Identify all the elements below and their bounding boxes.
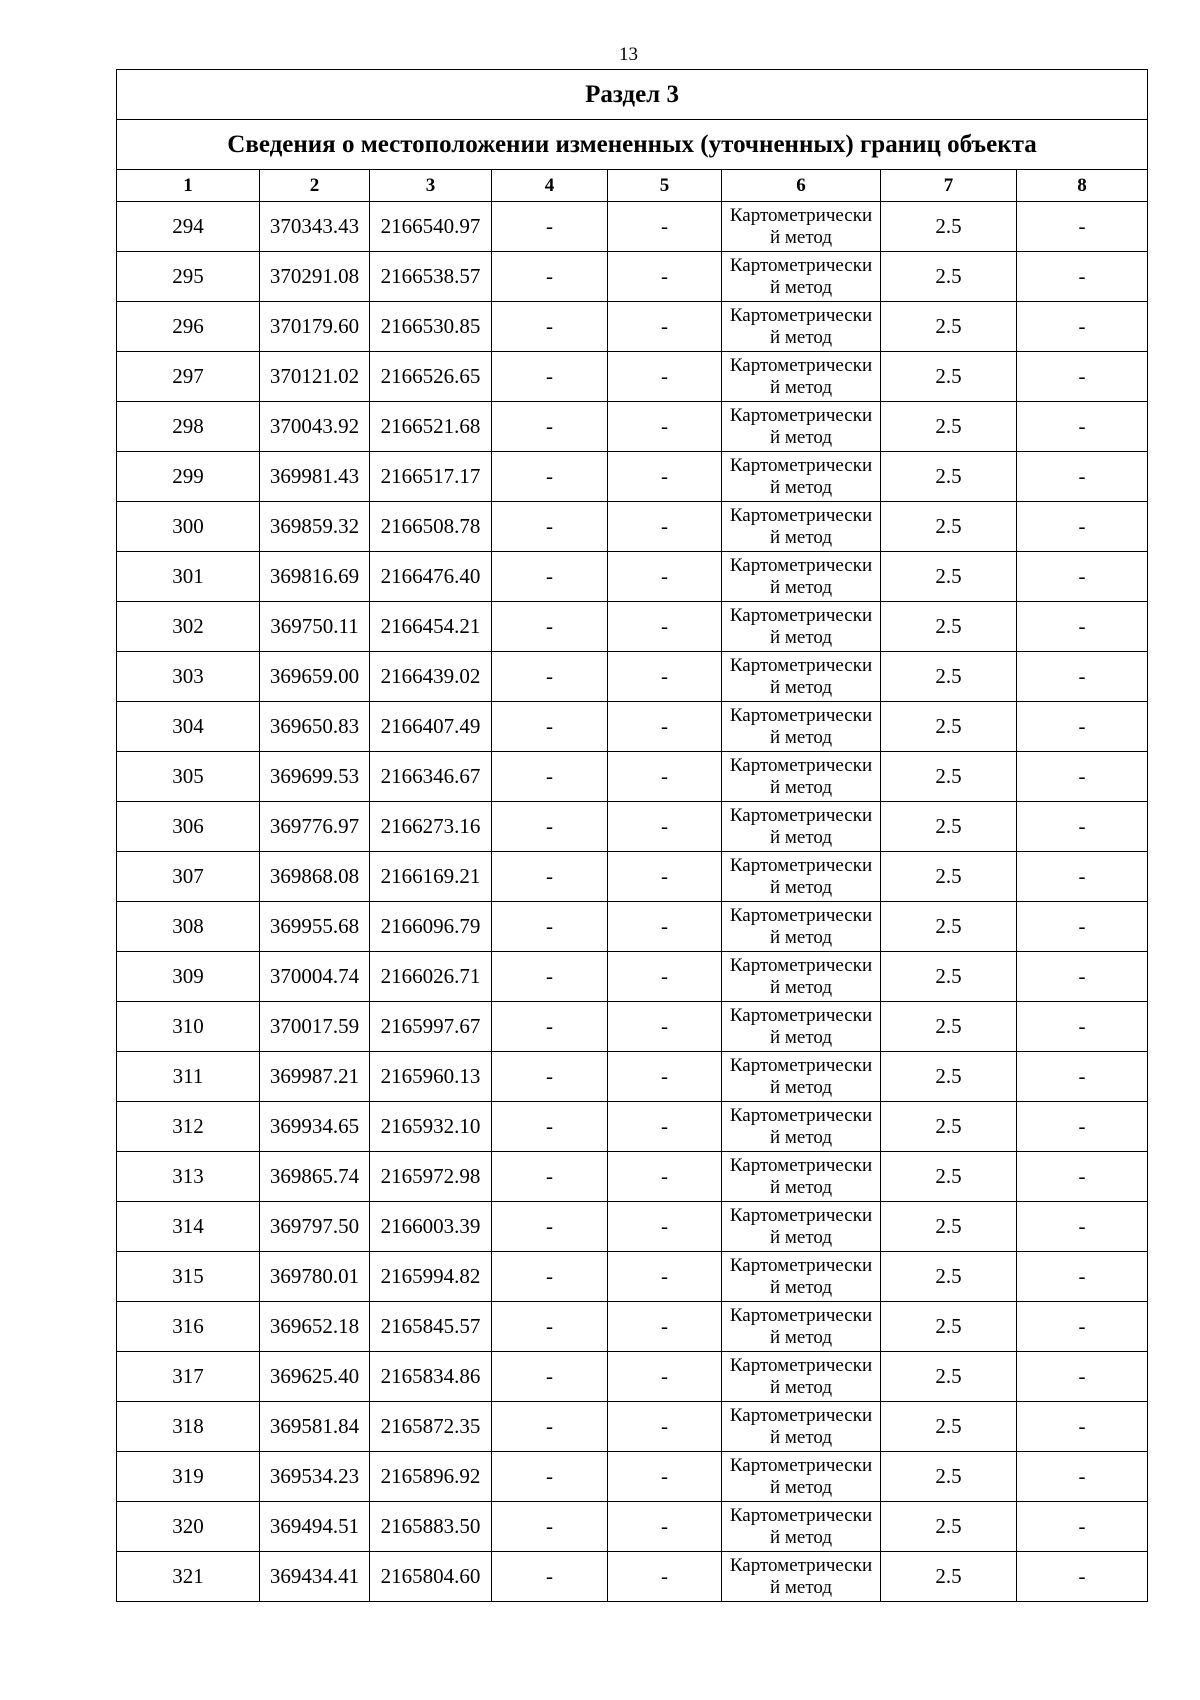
col-8-value-cell: - xyxy=(1017,752,1148,802)
accuracy-value-cell: 2.5 xyxy=(881,352,1017,402)
col-4-value-cell: - xyxy=(492,1152,608,1202)
coord-x-cell: 370343.43 xyxy=(260,202,370,252)
determination-method-cell xyxy=(722,1352,881,1402)
col-5-value-cell: - xyxy=(608,552,722,602)
method-text: Картометрический метод xyxy=(729,804,873,848)
accuracy-value-cell: 2.5 xyxy=(881,1202,1017,1252)
coord-x-cell: 369797.50 xyxy=(260,1202,370,1252)
section-title: Раздел 3 xyxy=(117,70,1148,120)
col-4-value-cell: - xyxy=(492,1052,608,1102)
column-number: 5 xyxy=(608,170,722,202)
method-text: Картометрический метод xyxy=(729,1454,873,1498)
coord-y-cell: 2166439.02 xyxy=(370,652,492,702)
table-row xyxy=(117,252,1148,302)
coord-y-cell: 2165883.50 xyxy=(370,1502,492,1552)
col-8-value-cell: - xyxy=(1017,1102,1148,1152)
determination-method-cell xyxy=(722,502,881,552)
col-5-value-cell: - xyxy=(608,852,722,902)
accuracy-value-cell: 2.5 xyxy=(881,1352,1017,1402)
determination-method-cell xyxy=(722,1052,881,1102)
method-text: Картометрический метод xyxy=(729,1504,873,1548)
accuracy-value-cell: 2.5 xyxy=(881,952,1017,1002)
col-5-value-cell: - xyxy=(608,752,722,802)
point-number-cell: 307 xyxy=(117,852,260,902)
point-number-cell: 319 xyxy=(117,1452,260,1502)
coord-x-cell: 369987.21 xyxy=(260,1052,370,1102)
col-5-value-cell: - xyxy=(608,1202,722,1252)
point-number-cell: 303 xyxy=(117,652,260,702)
point-number-cell: 298 xyxy=(117,402,260,452)
coord-x-cell: 369859.32 xyxy=(260,502,370,552)
col-8-value-cell: - xyxy=(1017,1402,1148,1452)
method-text: Картометрический метод xyxy=(729,1354,873,1398)
method-text: Картометрический метод xyxy=(729,204,873,248)
col-5-value-cell: - xyxy=(608,652,722,702)
point-number-cell: 301 xyxy=(117,552,260,602)
column-number-row xyxy=(117,170,1148,202)
accuracy-value-cell: 2.5 xyxy=(881,1252,1017,1302)
coord-y-cell: 2166538.57 xyxy=(370,252,492,302)
table-row xyxy=(117,1102,1148,1152)
col-8-value-cell: - xyxy=(1017,1202,1148,1252)
coord-x-cell: 370121.02 xyxy=(260,352,370,402)
col-4-value-cell: - xyxy=(492,952,608,1002)
determination-method-cell xyxy=(722,1502,881,1552)
determination-method-cell xyxy=(722,352,881,402)
coord-y-cell: 2166526.65 xyxy=(370,352,492,402)
method-text: Картометрический метод xyxy=(729,1204,873,1248)
col-5-value-cell: - xyxy=(608,1452,722,1502)
determination-method-cell xyxy=(722,752,881,802)
col-5-value-cell: - xyxy=(608,1352,722,1402)
col-4-value-cell: - xyxy=(492,352,608,402)
accuracy-value-cell: 2.5 xyxy=(881,1502,1017,1552)
coord-y-cell: 2166003.39 xyxy=(370,1202,492,1252)
coord-x-cell: 369776.97 xyxy=(260,802,370,852)
coord-y-cell: 2165896.92 xyxy=(370,1452,492,1502)
accuracy-value-cell: 2.5 xyxy=(881,452,1017,502)
determination-method-cell xyxy=(722,1002,881,1052)
accuracy-value-cell: 2.5 xyxy=(881,1152,1017,1202)
determination-method-cell xyxy=(722,302,881,352)
coord-x-cell: 369659.00 xyxy=(260,652,370,702)
coord-y-cell: 2165994.82 xyxy=(370,1252,492,1302)
coord-y-cell: 2165834.86 xyxy=(370,1352,492,1402)
point-number-cell: 302 xyxy=(117,602,260,652)
col-4-value-cell: - xyxy=(492,1552,608,1602)
coord-y-cell: 2166454.21 xyxy=(370,602,492,652)
point-number-cell: 297 xyxy=(117,352,260,402)
table-row xyxy=(117,652,1148,702)
col-5-value-cell: - xyxy=(608,252,722,302)
coord-x-cell: 370179.60 xyxy=(260,302,370,352)
col-5-value-cell: - xyxy=(608,902,722,952)
col-5-value-cell: - xyxy=(608,1252,722,1302)
determination-method-cell xyxy=(722,802,881,852)
coord-y-cell: 2166026.71 xyxy=(370,952,492,1002)
table-row xyxy=(117,1502,1148,1552)
col-8-value-cell: - xyxy=(1017,1552,1148,1602)
column-number: 8 xyxy=(1017,170,1148,202)
table-row xyxy=(117,1252,1148,1302)
coord-x-cell: 369534.23 xyxy=(260,1452,370,1502)
coord-y-cell: 2166407.49 xyxy=(370,702,492,752)
coord-y-cell: 2166169.21 xyxy=(370,852,492,902)
table-row xyxy=(117,1202,1148,1252)
col-5-value-cell: - xyxy=(608,452,722,502)
column-number: 6 xyxy=(722,170,881,202)
table-row xyxy=(117,402,1148,452)
col-4-value-cell: - xyxy=(492,902,608,952)
col-8-value-cell: - xyxy=(1017,652,1148,702)
col-4-value-cell: - xyxy=(492,702,608,752)
col-8-value-cell: - xyxy=(1017,902,1148,952)
point-number-cell: 294 xyxy=(117,202,260,252)
col-8-value-cell: - xyxy=(1017,1252,1148,1302)
determination-method-cell xyxy=(722,252,881,302)
method-text: Картометрический метод xyxy=(729,1404,873,1448)
col-8-value-cell: - xyxy=(1017,1152,1148,1202)
table-row xyxy=(117,752,1148,802)
col-5-value-cell: - xyxy=(608,802,722,852)
col-4-value-cell: - xyxy=(492,1252,608,1302)
point-number-cell: 309 xyxy=(117,952,260,1002)
col-5-value-cell: - xyxy=(608,702,722,752)
table-row xyxy=(117,902,1148,952)
point-number-cell: 317 xyxy=(117,1352,260,1402)
determination-method-cell xyxy=(722,902,881,952)
method-text: Картометрический метод xyxy=(729,1104,873,1148)
column-number: 4 xyxy=(492,170,608,202)
col-5-value-cell: - xyxy=(608,1552,722,1602)
determination-method-cell xyxy=(722,1252,881,1302)
accuracy-value-cell: 2.5 xyxy=(881,1002,1017,1052)
accuracy-value-cell: 2.5 xyxy=(881,702,1017,752)
col-5-value-cell: - xyxy=(608,952,722,1002)
determination-method-cell xyxy=(722,1402,881,1452)
coord-x-cell: 369934.65 xyxy=(260,1102,370,1152)
accuracy-value-cell: 2.5 xyxy=(881,752,1017,802)
point-number-cell: 312 xyxy=(117,1102,260,1152)
coord-x-cell: 369868.08 xyxy=(260,852,370,902)
accuracy-value-cell: 2.5 xyxy=(881,802,1017,852)
point-number-cell: 305 xyxy=(117,752,260,802)
table-row xyxy=(117,852,1148,902)
method-text: Картометрический метод xyxy=(729,654,873,698)
method-text: Картометрический метод xyxy=(729,404,873,448)
col-8-value-cell: - xyxy=(1017,952,1148,1002)
col-4-value-cell: - xyxy=(492,1452,608,1502)
accuracy-value-cell: 2.5 xyxy=(881,902,1017,952)
coord-x-cell: 369581.84 xyxy=(260,1402,370,1452)
accuracy-value-cell: 2.5 xyxy=(881,1302,1017,1352)
col-8-value-cell: - xyxy=(1017,1002,1148,1052)
col-4-value-cell: - xyxy=(492,752,608,802)
col-4-value-cell: - xyxy=(492,1002,608,1052)
coord-y-cell: 2166508.78 xyxy=(370,502,492,552)
method-text: Картометрический метод xyxy=(729,254,873,298)
table-row xyxy=(117,1402,1148,1452)
method-text: Картометрический метод xyxy=(729,1004,873,1048)
col-4-value-cell: - xyxy=(492,302,608,352)
coord-y-cell: 2165804.60 xyxy=(370,1552,492,1602)
col-8-value-cell: - xyxy=(1017,802,1148,852)
coord-y-cell: 2165872.35 xyxy=(370,1402,492,1452)
point-number-cell: 316 xyxy=(117,1302,260,1352)
accuracy-value-cell: 2.5 xyxy=(881,502,1017,552)
col-8-value-cell: - xyxy=(1017,1502,1148,1552)
point-number-cell: 295 xyxy=(117,252,260,302)
method-text: Картометрический метод xyxy=(729,954,873,998)
coord-y-cell: 2166476.40 xyxy=(370,552,492,602)
coord-y-cell: 2166517.17 xyxy=(370,452,492,502)
point-number-cell: 315 xyxy=(117,1252,260,1302)
col-5-value-cell: - xyxy=(608,1002,722,1052)
coord-x-cell: 369434.41 xyxy=(260,1552,370,1602)
coord-x-cell: 370291.08 xyxy=(260,252,370,302)
table-row xyxy=(117,1452,1148,1502)
method-text: Картометрический метод xyxy=(729,1304,873,1348)
col-5-value-cell: - xyxy=(608,1152,722,1202)
boundary-points-table xyxy=(116,69,1148,1602)
col-5-value-cell: - xyxy=(608,1502,722,1552)
col-4-value-cell: - xyxy=(492,652,608,702)
coord-x-cell: 369652.18 xyxy=(260,1302,370,1352)
accuracy-value-cell: 2.5 xyxy=(881,1102,1017,1152)
col-8-value-cell: - xyxy=(1017,502,1148,552)
method-text: Картометрический метод xyxy=(729,454,873,498)
col-4-value-cell: - xyxy=(492,1352,608,1402)
determination-method-cell xyxy=(722,652,881,702)
method-text: Картометрический метод xyxy=(729,504,873,548)
col-5-value-cell: - xyxy=(608,1402,722,1452)
point-number-cell: 296 xyxy=(117,302,260,352)
coord-x-cell: 369780.01 xyxy=(260,1252,370,1302)
method-text: Картометрический метод xyxy=(729,1154,873,1198)
coord-y-cell: 2165932.10 xyxy=(370,1102,492,1152)
determination-method-cell xyxy=(722,1302,881,1352)
point-number-cell: 318 xyxy=(117,1402,260,1452)
col-4-value-cell: - xyxy=(492,852,608,902)
point-number-cell: 299 xyxy=(117,452,260,502)
table-row xyxy=(117,552,1148,602)
method-text: Картометрический метод xyxy=(729,304,873,348)
coord-x-cell: 369625.40 xyxy=(260,1352,370,1402)
table-row xyxy=(117,952,1148,1002)
table-row xyxy=(117,1552,1148,1602)
table-row xyxy=(117,602,1148,652)
col-4-value-cell: - xyxy=(492,1302,608,1352)
table-row xyxy=(117,1352,1148,1402)
table-row xyxy=(117,802,1148,852)
coord-y-cell: 2165960.13 xyxy=(370,1052,492,1102)
coord-x-cell: 370004.74 xyxy=(260,952,370,1002)
determination-method-cell xyxy=(722,1202,881,1252)
accuracy-value-cell: 2.5 xyxy=(881,552,1017,602)
determination-method-cell xyxy=(722,702,881,752)
table-row xyxy=(117,452,1148,502)
method-text: Картометрический метод xyxy=(729,1254,873,1298)
col-5-value-cell: - xyxy=(608,202,722,252)
point-number-cell: 314 xyxy=(117,1202,260,1252)
coord-y-cell: 2165997.67 xyxy=(370,1002,492,1052)
determination-method-cell xyxy=(722,1152,881,1202)
table-row xyxy=(117,352,1148,402)
point-number-cell: 320 xyxy=(117,1502,260,1552)
accuracy-value-cell: 2.5 xyxy=(881,1452,1017,1502)
determination-method-cell xyxy=(722,1452,881,1502)
page-number: 13 xyxy=(619,44,638,65)
point-number-cell: 310 xyxy=(117,1002,260,1052)
col-4-value-cell: - xyxy=(492,1502,608,1552)
determination-method-cell xyxy=(722,1102,881,1152)
coord-y-cell: 2166521.68 xyxy=(370,402,492,452)
coord-y-cell: 2166540.97 xyxy=(370,202,492,252)
col-4-value-cell: - xyxy=(492,1402,608,1452)
accuracy-value-cell: 2.5 xyxy=(881,1052,1017,1102)
point-number-cell: 304 xyxy=(117,702,260,752)
col-4-value-cell: - xyxy=(492,452,608,502)
col-8-value-cell: - xyxy=(1017,402,1148,452)
determination-method-cell xyxy=(722,1552,881,1602)
col-8-value-cell: - xyxy=(1017,1352,1148,1402)
method-text: Картометрический метод xyxy=(729,704,873,748)
coord-x-cell: 369816.69 xyxy=(260,552,370,602)
table-row xyxy=(117,1002,1148,1052)
point-number-cell: 321 xyxy=(117,1552,260,1602)
column-number: 3 xyxy=(370,170,492,202)
determination-method-cell xyxy=(722,952,881,1002)
determination-method-cell xyxy=(722,452,881,502)
col-5-value-cell: - xyxy=(608,302,722,352)
method-text: Картометрический метод xyxy=(729,854,873,898)
col-8-value-cell: - xyxy=(1017,852,1148,902)
col-5-value-cell: - xyxy=(608,352,722,402)
coord-x-cell: 369981.43 xyxy=(260,452,370,502)
col-5-value-cell: - xyxy=(608,1102,722,1152)
col-8-value-cell: - xyxy=(1017,1052,1148,1102)
table-row xyxy=(117,1152,1148,1202)
col-4-value-cell: - xyxy=(492,202,608,252)
method-text: Картометрический метод xyxy=(729,554,873,598)
determination-method-cell xyxy=(722,852,881,902)
col-4-value-cell: - xyxy=(492,552,608,602)
method-text: Картометрический метод xyxy=(729,354,873,398)
accuracy-value-cell: 2.5 xyxy=(881,652,1017,702)
accuracy-value-cell: 2.5 xyxy=(881,1552,1017,1602)
accuracy-value-cell: 2.5 xyxy=(881,252,1017,302)
table-row xyxy=(117,202,1148,252)
table-row xyxy=(117,502,1148,552)
point-number-cell: 313 xyxy=(117,1152,260,1202)
method-text: Картометрический метод xyxy=(729,1554,873,1598)
col-4-value-cell: - xyxy=(492,252,608,302)
coord-x-cell: 370017.59 xyxy=(260,1002,370,1052)
table-row xyxy=(117,1302,1148,1352)
coord-y-cell: 2165972.98 xyxy=(370,1152,492,1202)
col-5-value-cell: - xyxy=(608,1052,722,1102)
col-4-value-cell: - xyxy=(492,1202,608,1252)
coord-y-cell: 2165845.57 xyxy=(370,1302,492,1352)
coord-x-cell: 369650.83 xyxy=(260,702,370,752)
col-4-value-cell: - xyxy=(492,602,608,652)
table-row xyxy=(117,1052,1148,1102)
col-5-value-cell: - xyxy=(608,1302,722,1352)
col-5-value-cell: - xyxy=(608,502,722,552)
method-text: Картометрический метод xyxy=(729,904,873,948)
col-8-value-cell: - xyxy=(1017,202,1148,252)
coord-x-cell: 369699.53 xyxy=(260,752,370,802)
coord-x-cell: 370043.92 xyxy=(260,402,370,452)
coord-y-cell: 2166273.16 xyxy=(370,802,492,852)
col-5-value-cell: - xyxy=(608,602,722,652)
col-8-value-cell: - xyxy=(1017,1302,1148,1352)
col-4-value-cell: - xyxy=(492,802,608,852)
accuracy-value-cell: 2.5 xyxy=(881,202,1017,252)
table-row xyxy=(117,702,1148,752)
point-number-cell: 308 xyxy=(117,902,260,952)
method-text: Картометрический метод xyxy=(729,604,873,648)
col-4-value-cell: - xyxy=(492,402,608,452)
col-8-value-cell: - xyxy=(1017,252,1148,302)
coord-x-cell: 369865.74 xyxy=(260,1152,370,1202)
determination-method-cell xyxy=(722,202,881,252)
col-8-value-cell: - xyxy=(1017,452,1148,502)
column-number: 7 xyxy=(881,170,1017,202)
col-8-value-cell: - xyxy=(1017,1452,1148,1502)
point-number-cell: 300 xyxy=(117,502,260,552)
accuracy-value-cell: 2.5 xyxy=(881,1402,1017,1452)
col-8-value-cell: - xyxy=(1017,302,1148,352)
point-number-cell: 306 xyxy=(117,802,260,852)
accuracy-value-cell: 2.5 xyxy=(881,302,1017,352)
column-number: 2 xyxy=(260,170,370,202)
col-4-value-cell: - xyxy=(492,1102,608,1152)
coord-y-cell: 2166530.85 xyxy=(370,302,492,352)
determination-method-cell xyxy=(722,552,881,602)
determination-method-cell xyxy=(722,402,881,452)
coord-y-cell: 2166346.67 xyxy=(370,752,492,802)
coord-x-cell: 369750.11 xyxy=(260,602,370,652)
accuracy-value-cell: 2.5 xyxy=(881,402,1017,452)
col-8-value-cell: - xyxy=(1017,552,1148,602)
col-8-value-cell: - xyxy=(1017,602,1148,652)
method-text: Картометрический метод xyxy=(729,754,873,798)
col-5-value-cell: - xyxy=(608,402,722,452)
point-number-cell: 311 xyxy=(117,1052,260,1102)
column-number: 1 xyxy=(117,170,260,202)
table-row xyxy=(117,302,1148,352)
method-text: Картометрический метод xyxy=(729,1054,873,1098)
accuracy-value-cell: 2.5 xyxy=(881,602,1017,652)
col-4-value-cell: - xyxy=(492,502,608,552)
coord-x-cell: 369955.68 xyxy=(260,902,370,952)
determination-method-cell xyxy=(722,602,881,652)
coord-y-cell: 2166096.79 xyxy=(370,902,492,952)
section-subtitle: Сведения о местоположении измененных (уточненных) границ объекта xyxy=(117,120,1148,170)
accuracy-value-cell: 2.5 xyxy=(881,852,1017,902)
col-8-value-cell: - xyxy=(1017,352,1148,402)
col-8-value-cell: - xyxy=(1017,702,1148,752)
coord-x-cell: 369494.51 xyxy=(260,1502,370,1552)
